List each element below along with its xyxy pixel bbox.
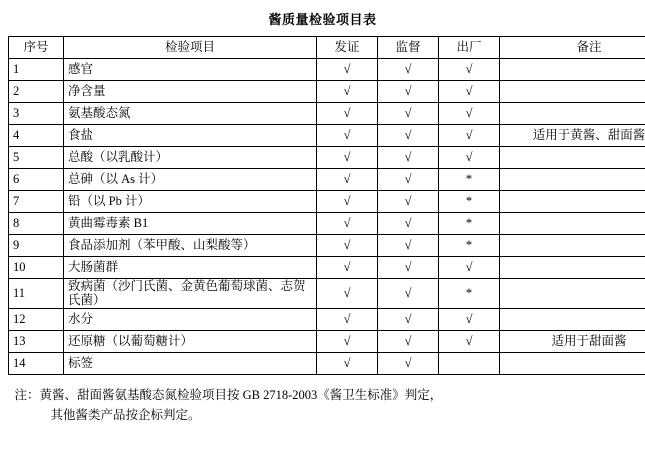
cell-factory: √ (439, 308, 500, 330)
cell-factory: √ (439, 125, 500, 147)
cell-factory: * (439, 213, 500, 235)
cell-issue: √ (317, 257, 378, 279)
footnote-line-2: 其他酱类产品按企标判定。 (15, 405, 631, 425)
table-row (9, 191, 645, 213)
column-header-supervise: 监督 (378, 37, 439, 59)
cell-factory: √ (439, 147, 500, 169)
cell-seq: 9 (9, 235, 64, 257)
cell-issue: √ (317, 125, 378, 147)
table-row (9, 103, 645, 125)
cell-item: 还原糖（以葡萄糖计） (64, 330, 317, 352)
cell-remark (500, 103, 645, 125)
cell-factory: √ (439, 330, 500, 352)
cell-item: 总酸（以乳酸计） (64, 147, 317, 169)
cell-issue: √ (317, 235, 378, 257)
column-header-item: 检验项目 (64, 37, 317, 59)
cell-supervise: √ (378, 257, 439, 279)
cell-supervise: √ (378, 279, 439, 309)
cell-supervise: √ (378, 81, 439, 103)
footnote-line-1: 注：黄酱、甜面酱氨基酸态氮检验项目按 GB 2718-2003《酱卫生标准》判定， (15, 385, 631, 405)
cell-remark (500, 191, 645, 213)
cell-remark (500, 169, 645, 191)
cell-issue: √ (317, 352, 378, 374)
cell-seq: 14 (9, 352, 64, 374)
cell-seq: 11 (9, 279, 64, 309)
table-header (9, 37, 645, 59)
cell-seq: 4 (9, 125, 64, 147)
table-header-row (9, 37, 645, 59)
table-row (9, 308, 645, 330)
cell-issue: √ (317, 191, 378, 213)
cell-supervise: √ (378, 125, 439, 147)
page-title: 酱质量检验项目表 (8, 9, 637, 28)
cell-issue: √ (317, 81, 378, 103)
cell-item: 食盐 (64, 125, 317, 147)
cell-issue: √ (317, 147, 378, 169)
column-header-remark: 备注 (500, 37, 645, 59)
table-row (9, 352, 645, 374)
cell-item: 总砷（以 As 计） (64, 169, 317, 191)
cell-seq: 12 (9, 308, 64, 330)
cell-issue: √ (317, 308, 378, 330)
cell-item: 黄曲霉毒素 B1 (64, 213, 317, 235)
cell-supervise: √ (378, 191, 439, 213)
table-row (9, 257, 645, 279)
column-header-seq: 序号 (9, 37, 64, 59)
footnotes (15, 385, 631, 425)
cell-factory: * (439, 235, 500, 257)
cell-remark (500, 147, 645, 169)
cell-supervise: √ (378, 308, 439, 330)
cell-issue: √ (317, 169, 378, 191)
cell-seq: 13 (9, 330, 64, 352)
cell-item: 食品添加剂（苯甲酸、山梨酸等） (64, 235, 317, 257)
cell-supervise: √ (378, 169, 439, 191)
cell-factory: √ (439, 81, 500, 103)
table-row (9, 330, 645, 352)
cell-remark (500, 235, 645, 257)
cell-item: 致病菌（沙门氏菌、金黄色葡萄球菌、志贺氏菌） (64, 279, 317, 309)
cell-factory: * (439, 191, 500, 213)
cell-item: 铅（以 Pb 计） (64, 191, 317, 213)
cell-remark (500, 352, 645, 374)
cell-supervise: √ (378, 147, 439, 169)
column-header-factory: 出厂 (439, 37, 500, 59)
cell-issue: √ (317, 213, 378, 235)
table-body (9, 59, 645, 375)
cell-remark (500, 59, 645, 81)
document-page (0, 9, 645, 454)
cell-remark (500, 257, 645, 279)
cell-factory: * (439, 279, 500, 309)
cell-factory: √ (439, 103, 500, 125)
table-row (9, 279, 645, 309)
cell-factory: * (439, 169, 500, 191)
cell-seq: 2 (9, 81, 64, 103)
cell-item: 大肠菌群 (64, 257, 317, 279)
cell-seq: 3 (9, 103, 64, 125)
cell-factory (439, 352, 500, 374)
cell-remark (500, 279, 645, 309)
table-row (9, 59, 645, 81)
cell-seq: 5 (9, 147, 64, 169)
cell-seq: 1 (9, 59, 64, 81)
cell-supervise: √ (378, 352, 439, 374)
cell-remark: 适用于甜面酱 (500, 330, 645, 352)
cell-issue: √ (317, 59, 378, 81)
cell-supervise: √ (378, 235, 439, 257)
table-row (9, 235, 645, 257)
cell-seq: 8 (9, 213, 64, 235)
table-row (9, 125, 645, 147)
inspection-items-table (8, 36, 645, 375)
cell-supervise: √ (378, 59, 439, 81)
cell-remark: 适用于黄酱、甜面酱 (500, 125, 645, 147)
cell-issue: √ (317, 330, 378, 352)
cell-supervise: √ (378, 213, 439, 235)
cell-supervise: √ (378, 103, 439, 125)
table-row (9, 81, 645, 103)
table-row (9, 169, 645, 191)
cell-seq: 7 (9, 191, 64, 213)
column-header-issue: 发证 (317, 37, 378, 59)
cell-item: 标签 (64, 352, 317, 374)
cell-remark (500, 81, 645, 103)
cell-item: 感官 (64, 59, 317, 81)
cell-item: 净含量 (64, 81, 317, 103)
cell-supervise: √ (378, 330, 439, 352)
cell-factory: √ (439, 59, 500, 81)
cell-seq: 10 (9, 257, 64, 279)
cell-issue: √ (317, 103, 378, 125)
cell-issue: √ (317, 279, 378, 309)
cell-item: 氨基酸态氮 (64, 103, 317, 125)
cell-factory: √ (439, 257, 500, 279)
table-row (9, 147, 645, 169)
cell-item: 水分 (64, 308, 317, 330)
cell-remark (500, 308, 645, 330)
table-row (9, 213, 645, 235)
cell-seq: 6 (9, 169, 64, 191)
cell-remark (500, 213, 645, 235)
